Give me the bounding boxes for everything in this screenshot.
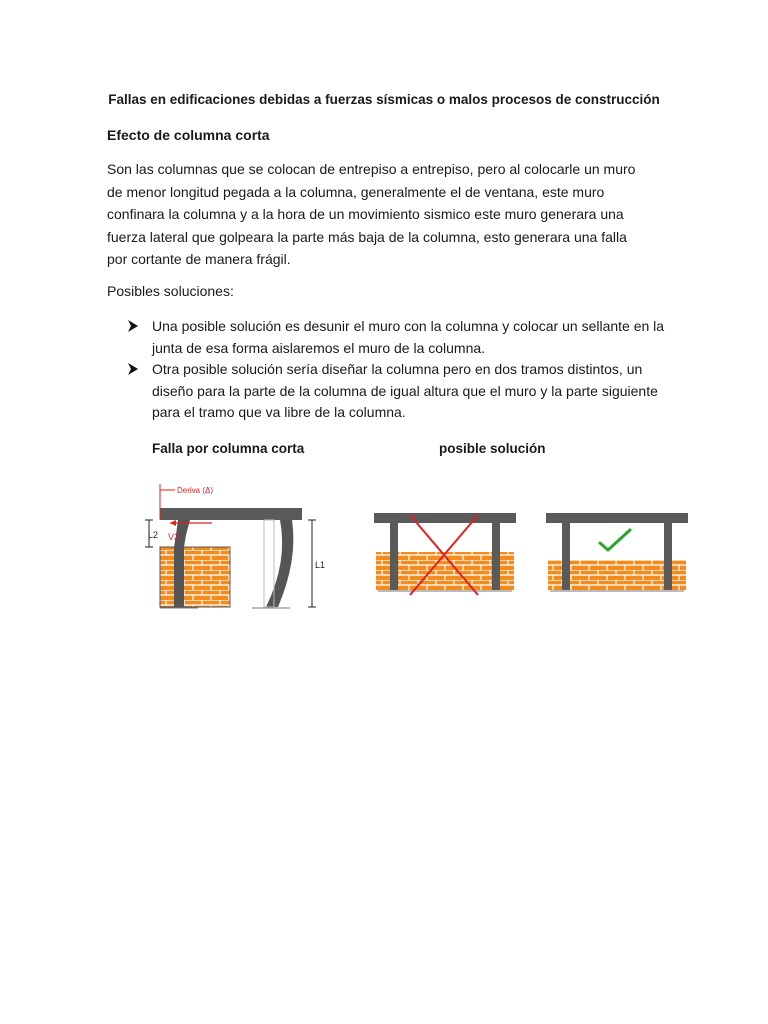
green-check-icon <box>600 530 630 550</box>
body-paragraph: Son las columnas que se colocan de entrepiso a entrepiso, pero al colocarle un muro de menor longitud pegada a la columna, generalmente el de ventana, este muro confinara la columna y a la hora de un movimiento sismico este muro generara una fuerza lateral que golpeara la parte más baja de la columna, esto generara una falla por cortante de manera frágil. <box>107 161 636 267</box>
incorrect-solution-figure <box>374 513 516 595</box>
list-item-text: Una posible solución es desunir el muro con la columna y colocar un sellante en la junta de esa forma aislaremos el muro de la columna. <box>152 318 665 356</box>
figure-caption-left: Falla por columna corta <box>152 441 305 456</box>
document-title: Fallas en edificaciones debidas a fuerzas sísmicas o malos procesos de construcción <box>108 92 660 107</box>
figure-caption-right: posible solución <box>439 441 546 456</box>
solutions-heading: Posibles soluciones: <box>107 283 234 299</box>
label-l1: L1 <box>315 560 326 570</box>
label-deriva: Deriva (Δ) <box>177 486 214 495</box>
short-column-failure-figure <box>145 484 325 608</box>
list-item-text: Otra posible solución sería diseñar la columna pero en dos tramos distintos, un diseño para la parte de la columna de igual altura que el muro y la parte siguiente para el tramo que va libre de la columna. <box>152 361 658 420</box>
label-l2: L2 <box>148 530 159 540</box>
section-heading: Efecto de columna corta <box>107 127 270 143</box>
correct-solution-figure <box>546 513 688 591</box>
label-v2: V2 <box>168 532 180 542</box>
